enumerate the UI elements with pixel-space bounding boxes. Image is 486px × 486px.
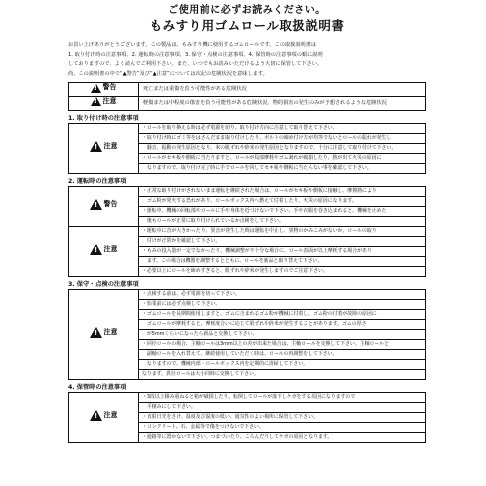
precaution-item: なりますので、機械内部・ロールボックス内を定期的に清掃して下さい。 <box>139 359 426 369</box>
section-table <box>68 186 426 277</box>
precaution-row <box>69 392 426 402</box>
section-table <box>68 392 426 443</box>
caution-label-cell <box>69 97 139 111</box>
warning-label: 警告 <box>102 83 117 92</box>
precaution-sections <box>68 114 426 443</box>
warning-triangle-icon <box>91 97 101 106</box>
precaution-item: ・もみの投入量が一定でなかったり、機械調整が不十分な場合に、ロール表面が以上摩耗する場合があり <box>139 246 426 256</box>
caution-label: 注意 <box>102 97 117 106</box>
intro-line: 1. 取り付け時の注意事項、2. 運転時の注意事項、3. 保守・点検の注意事項、4. 保管時の注意事項の順に説明 <box>68 51 323 58</box>
precaution-item: ます。この場合は機器を調整するとともに、ロールを新品と取り替えて下さい。 <box>139 256 426 266</box>
hazard-label: 警告 <box>103 200 118 209</box>
intro-line: しておりますので、よく読んでご利用下さい。また、いつでもお読みいただけるよう大切に保管して下さい。 <box>68 61 323 68</box>
section-heading: 2. 運転時の注意事項 <box>68 177 127 185</box>
precaution-item: 平積みにして下さい。 <box>139 402 426 412</box>
precaution-row <box>69 123 426 133</box>
precaution-item: ・運転中に音が大きかったり、異音が発生した時は運転を中止し、異物のかみこみがないか、ロールの取り <box>139 226 426 236</box>
precaution-item: が5mmくらいになったら新品と交換して下さい。 <box>139 329 426 339</box>
definition-row-caution <box>69 97 426 111</box>
hazard-label: 注意 <box>103 245 118 254</box>
section-table <box>68 123 426 174</box>
warning-triangle-icon <box>90 327 102 338</box>
precaution-item: ・ゴムロールを長期間使用しますと、ゴムに含まれるゴム粉が機械に付着し、ゴム粉の付着が故障の原因に <box>139 309 426 319</box>
intro-paragraph <box>68 41 426 79</box>
precaution-item: ・通路等に置かないで下さい。つまづいたり、ころんだりしてケガの原因となります。 <box>139 432 426 442</box>
precaution-item: ・3段以上積み重ねると箱が破損したり、転倒してロールが落下しケガをする原因になりますので <box>139 392 426 402</box>
precaution-row <box>69 186 426 196</box>
section-heading: 1. 取り付け時の注意事項 <box>68 114 139 122</box>
section-table <box>68 289 426 380</box>
precaution-row <box>69 226 426 236</box>
precaution-row <box>69 289 426 299</box>
warning-label-cell <box>69 83 139 97</box>
precaution-item: 騒音、振動の発生原因となり、米の肌ずれや砕米の発生原因となりますので、十分に注意して取り付けて下さい。 <box>139 143 426 153</box>
precaution-item: ・正常な取り付けがされないまま運転を継続された場合は、ロールがセキ板や側板に接触し、摩擦熱により <box>139 186 426 196</box>
section-heading: 3. 保守・点検の注意事項 <box>68 280 139 288</box>
hazard-label-cell <box>69 226 139 276</box>
precaution-item: ・ロールがセキ板や側板に当たりますと、ロールが局部摩耗やゴム剥れが破損したり、熱が出て火災の原因に <box>139 153 426 163</box>
warning-triangle-icon <box>90 410 102 421</box>
hazard-definition-table <box>68 82 426 111</box>
read-before-use-notice: ご使用前に必ずお読みください。 <box>168 5 326 16</box>
precaution-item: ・同径ロールの場合、主軸ロールは3mm以上の差が出来た場合は、主軸ロールを交換して下さい。主軸ロールと <box>139 339 426 349</box>
precaution-item: ・取り付け時にゴミ等をはさんだまま取り付けしたり、ボルトの締め付け方が均等でないとロールの振れが発生し <box>139 133 426 143</box>
hazard-label: 注意 <box>103 328 118 337</box>
caution-definition-text: 軽傷または中程度の傷害を負う可能性がある危険状況、物的損害の発生のみが予想されるような危険状況 <box>139 97 426 111</box>
precaution-item: なります。異径ロールは大小同時に交換して下さい。 <box>139 369 426 379</box>
precaution-item: ゴム粉が発火する恐れがあり、ロールボックス内へ燃えて付着したり、火災の原因になります。 <box>139 196 426 206</box>
warning-definition-text: 死亡または重傷を負う可能性がある危険状況 <box>139 83 426 97</box>
hazard-label-cell <box>69 392 139 442</box>
warning-triangle-icon <box>91 84 101 93</box>
precaution-item: ・ロールを取り換える時は必ず電源を切り、取り付け方向に注意して取り替えて下さい。 <box>139 123 426 133</box>
precaution-item: 副軸ロールを入れ替えて、継続使用していただく時は、ロールの再調整をして下さい。 <box>139 349 426 359</box>
precaution-item: 後もロールが正常に取り付けられているか点検をして下さい。 <box>139 216 426 226</box>
document-title: もみすり用ゴムロール取扱説明書 <box>149 18 345 33</box>
precaution-item: ・始業前には必ず点検して下さい。 <box>139 299 426 309</box>
definition-row-warning <box>69 83 426 97</box>
hazard-label-cell <box>69 289 139 379</box>
precaution-item: ・必要以上にロールを締めすぎると、肌ずれや砕米が発生しますのでご注意下さい。 <box>139 266 426 276</box>
precaution-item: ・点検する前は、必ず電源を切って下さい。 <box>139 289 426 299</box>
intro-line: 尚、この説明書の中で“▲警告”及び“▲注意”については次記の危険状況を意味します。 <box>68 70 268 77</box>
precaution-item: ・運転中、機械の回転部やロールに手や身体を近づけないで下さい。手や衣服を巻き込まれると、機械を止めた <box>139 206 426 216</box>
hazard-label-cell <box>69 123 139 173</box>
intro-line: お買い上げありがとうございます。この製品は、もみすり機に使用するゴムロールです。この取扱説明書は <box>68 42 317 48</box>
warning-triangle-icon <box>90 244 102 255</box>
warning-triangle-icon <box>90 141 102 152</box>
warning-triangle-icon <box>90 199 102 210</box>
precaution-item: ・直射日光をさけ、温度及び湿度の低い、通気性のよい場所に保管して下さい。 <box>139 412 426 422</box>
precaution-item: 付けが正常かを確認して下さい。 <box>139 236 426 246</box>
precaution-item: ゴムロールが摩耗すると、摩耗度合いに応じて肌ずれや砕米が発生することがあります。ゴムの厚さ <box>139 319 426 329</box>
hazard-label: 注意 <box>103 142 118 151</box>
precaution-item: ・コンクリート、石、金属等で傷をつけないで下さい。 <box>139 422 426 432</box>
hazard-label-cell <box>69 186 139 226</box>
precaution-item: なりますので、取り付け完了時に手でロールを回してセキ板や側板に当たらない事を確認して下さい。 <box>139 163 426 173</box>
hazard-label: 注意 <box>103 411 118 420</box>
section-heading: 4. 保管時の注意事項 <box>68 383 127 391</box>
